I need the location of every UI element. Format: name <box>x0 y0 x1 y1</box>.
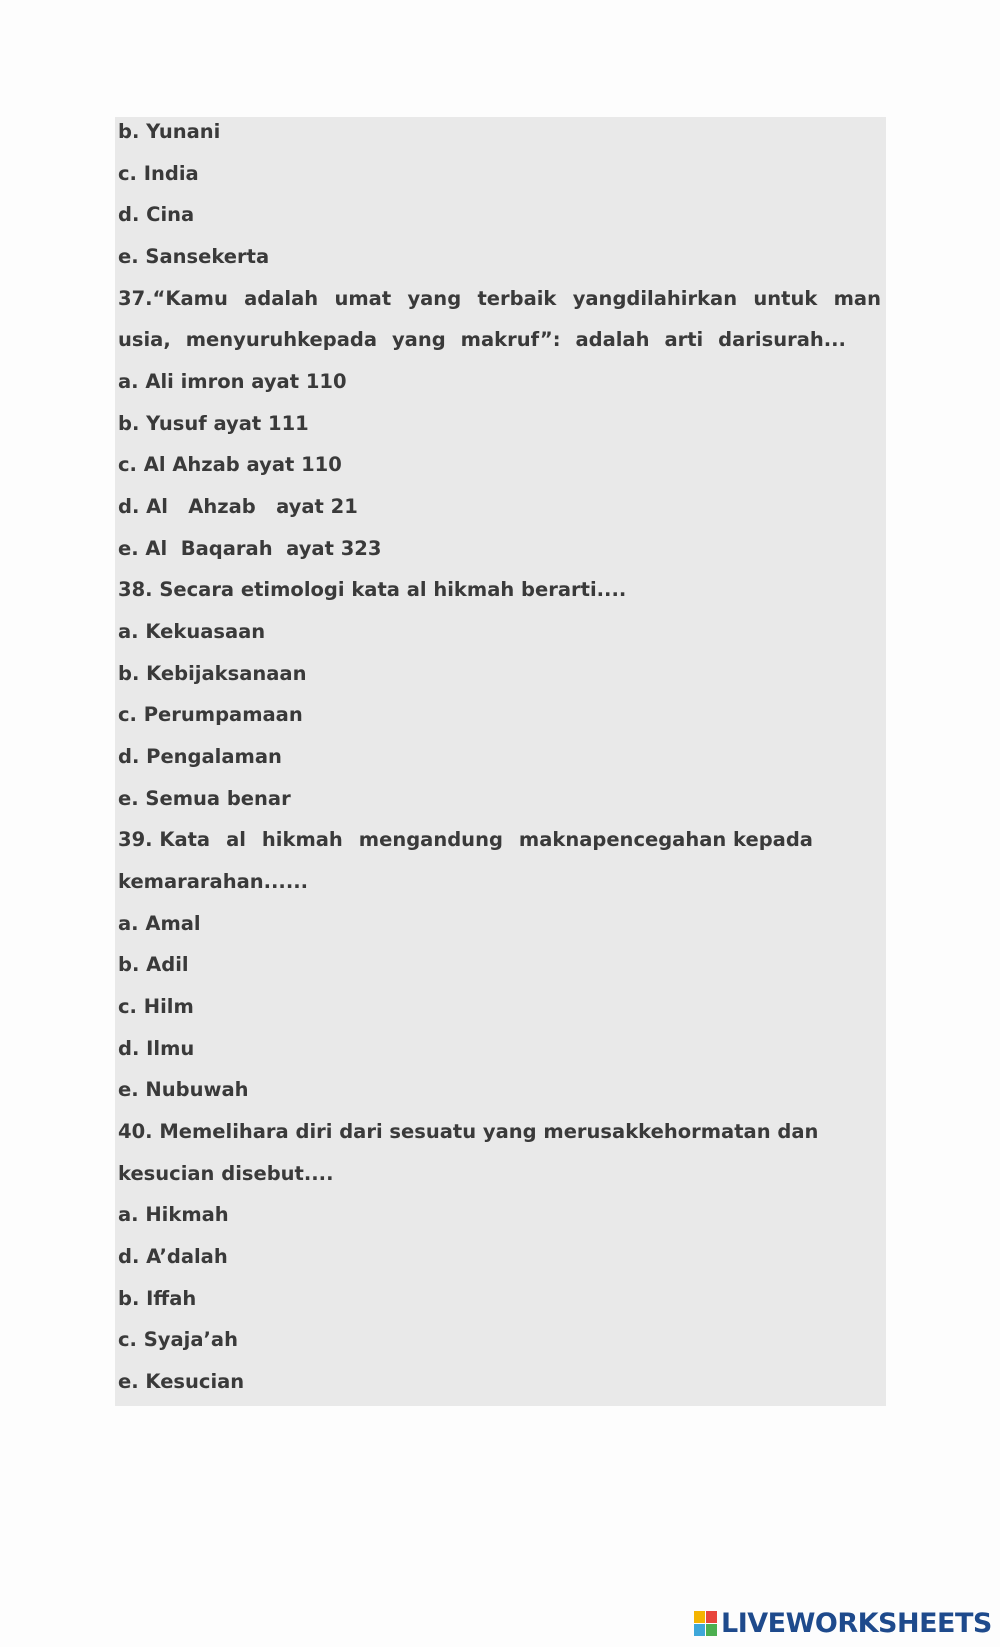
worksheet-page <box>115 117 886 1406</box>
answer-option: d. Ilmu <box>118 1037 195 1060</box>
question-40-line-2: kesucian disebut.... <box>118 1162 334 1185</box>
answer-option: e. Al Baqarah ayat 323 <box>118 537 382 560</box>
liveworksheets-brand[interactable] <box>694 1609 992 1639</box>
answer-option: b. Yusuf ayat 111 <box>118 412 309 435</box>
answer-option: b. Yunani <box>118 120 221 143</box>
question-37-line-1 <box>118 287 881 311</box>
answer-option: b. Kebijaksanaan <box>118 662 307 685</box>
word: 37.“Kamu <box>118 287 228 310</box>
word: adalah <box>244 287 319 310</box>
answer-option: a. Kekuasaan <box>118 620 266 643</box>
question-37-line-2 <box>118 328 881 352</box>
word: mengandung <box>358 828 503 851</box>
answer-option: d. Al Ahzab ayat 21 <box>118 495 358 518</box>
word: hikmah <box>261 828 343 851</box>
liveworksheets-logo-icon <box>694 1611 718 1637</box>
word: yangdilahirkan <box>572 287 738 310</box>
answer-option: c. Al Ahzab ayat 110 <box>118 453 342 476</box>
word: terbaik <box>477 287 557 310</box>
word: 39. Kata <box>118 828 211 851</box>
question-39-line-2: kemararahan...... <box>118 870 309 893</box>
word: umat <box>334 287 392 310</box>
word: yang <box>407 287 462 310</box>
answer-option: c. Perumpamaan <box>118 703 303 726</box>
word: usia, <box>118 328 171 351</box>
word: arti <box>664 328 704 351</box>
question-39-line-1 <box>118 828 881 852</box>
answer-option: c. Syaja’ah <box>118 1328 238 1351</box>
answer-option: d. Pengalaman <box>118 745 282 768</box>
word: untuk <box>753 287 818 310</box>
word: menyuruhkepada <box>185 328 378 351</box>
answer-option: e. Kesucian <box>118 1370 245 1393</box>
answer-option: d. Cina <box>118 203 195 226</box>
word: yang <box>391 328 446 351</box>
answer-option: e. Nubuwah <box>118 1078 249 1101</box>
brand-name: LIVEWORKSHEETS <box>721 1608 992 1639</box>
answer-option: b. Adil <box>118 953 189 976</box>
word: al <box>226 828 246 851</box>
answer-option: a. Ali imron ayat 110 <box>118 370 347 393</box>
answer-option: c. India <box>118 162 199 185</box>
answer-option: b. Iffah <box>118 1287 197 1310</box>
answer-option: e. Semua benar <box>118 787 291 810</box>
word: man <box>833 287 881 310</box>
word: makruf”: <box>460 328 561 351</box>
word: maknapencegahan kepada <box>518 828 813 851</box>
answer-option: c. Hilm <box>118 995 194 1018</box>
word: adalah <box>575 328 650 351</box>
answer-option: a. Hikmah <box>118 1203 229 1226</box>
word: darisurah... <box>718 328 846 351</box>
answer-option: e. Sansekerta <box>118 245 270 268</box>
answer-option: d. A’dalah <box>118 1245 228 1268</box>
answer-option: a. Amal <box>118 912 201 935</box>
question-40-line-1: 40. Memelihara diri dari sesuatu yang merusakkehormatan dan <box>118 1120 819 1143</box>
question-38: 38. Secara etimologi kata al hikmah berarti.... <box>118 578 627 601</box>
